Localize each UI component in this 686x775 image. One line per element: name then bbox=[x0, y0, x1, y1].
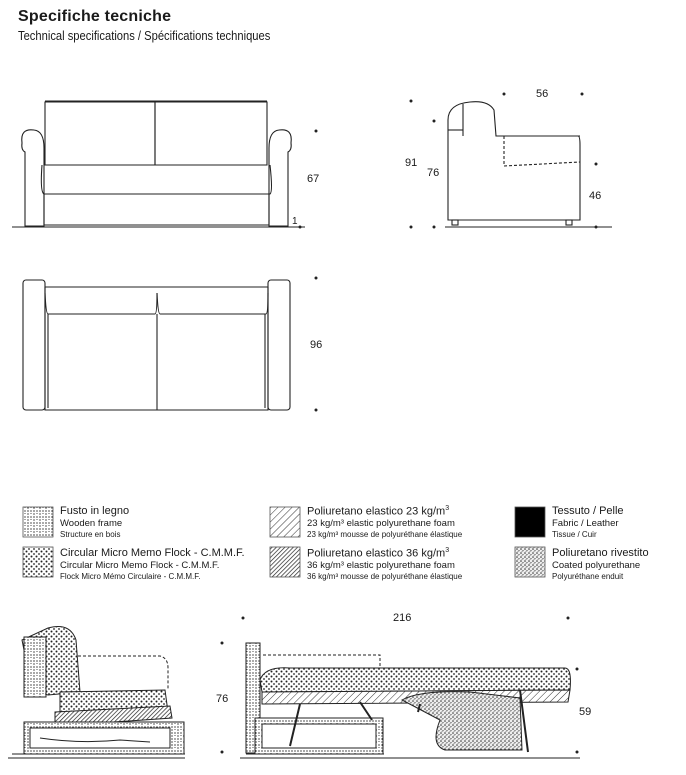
dim-front-foot: 1 bbox=[292, 216, 298, 227]
dim-front-height: 67 bbox=[307, 173, 320, 185]
legend-coated-en: Coated polyurethane bbox=[552, 560, 641, 571]
legend-foam-23-sup: 3 bbox=[445, 505, 450, 512]
dim-section-height: 76 bbox=[216, 693, 229, 705]
legend-foam-36-en: 36 kg/m³ elastic polyurethane foam bbox=[307, 560, 455, 571]
legend-wood-it: Fusto in legno bbox=[60, 505, 130, 517]
dimension-dots bbox=[221, 93, 598, 754]
legend-coated-it: Poliuretano rivestito bbox=[552, 547, 649, 559]
legend-foam-23-fr: 23 kg/m³ mousse de polyuréthane élastique bbox=[307, 530, 463, 539]
coated-swatch bbox=[515, 547, 545, 577]
dim-side-depth: 56 bbox=[536, 88, 549, 100]
legend-foam-23-it: Poliuretano elastico 23 kg/m bbox=[307, 505, 446, 518]
cmmf-swatch bbox=[23, 547, 53, 577]
dim-bed-length: 216 bbox=[393, 612, 412, 624]
legend-foam-36-fr: 36 kg/m³ mousse de polyuréthane élastique bbox=[307, 572, 463, 581]
dim-side-seat-height: 46 bbox=[589, 190, 602, 202]
legend-cmmf-en: Circular Micro Memo Flock - C.M.M.F. bbox=[60, 560, 220, 571]
front-view bbox=[12, 101, 305, 227]
legend-fabric-fr: Tissue / Cuir bbox=[552, 530, 597, 539]
legend-foam-36-sup: 3 bbox=[445, 547, 450, 554]
dim-top-depth: 96 bbox=[310, 339, 323, 351]
legend-fabric-en: Fabric / Leather bbox=[552, 518, 619, 529]
legend-fabric-it: Tessuto / Pelle bbox=[552, 505, 624, 517]
legend-foam-36-it: Poliuretano elastico 36 kg/m bbox=[307, 547, 446, 560]
dim-bed-height: 59 bbox=[579, 706, 592, 718]
legend-wood-fr: Structure en bois bbox=[60, 530, 121, 539]
top-view bbox=[23, 280, 290, 410]
dim-side-total-height: 91 bbox=[405, 157, 418, 169]
legend-wood-en: Wooden frame bbox=[60, 518, 123, 529]
legend-cmmf-it: Circular Micro Memo Flock - C.M.M.F. bbox=[60, 547, 245, 559]
dim-side-back-height: 76 bbox=[427, 167, 440, 179]
wood-swatch bbox=[23, 507, 53, 537]
legend-coated-fr: Polyuréthane enduit bbox=[552, 572, 624, 581]
page-subtitle: Technical specifications / Spécifications techniques bbox=[18, 28, 271, 43]
page-title: Specifiche tecniche bbox=[18, 8, 172, 25]
legend-cmmf-fr: Flock Micro Mémo Circulaire - C.M.M.F. bbox=[60, 572, 201, 581]
foam-23-swatch bbox=[270, 507, 300, 537]
fabric-swatch bbox=[515, 507, 545, 537]
section-view-bed bbox=[240, 643, 580, 758]
foam-36-swatch bbox=[270, 547, 300, 577]
section-view-sofa bbox=[8, 627, 185, 759]
side-view bbox=[445, 102, 612, 227]
legend-foam-23-en: 23 kg/m³ elastic polyurethane foam bbox=[307, 518, 455, 529]
